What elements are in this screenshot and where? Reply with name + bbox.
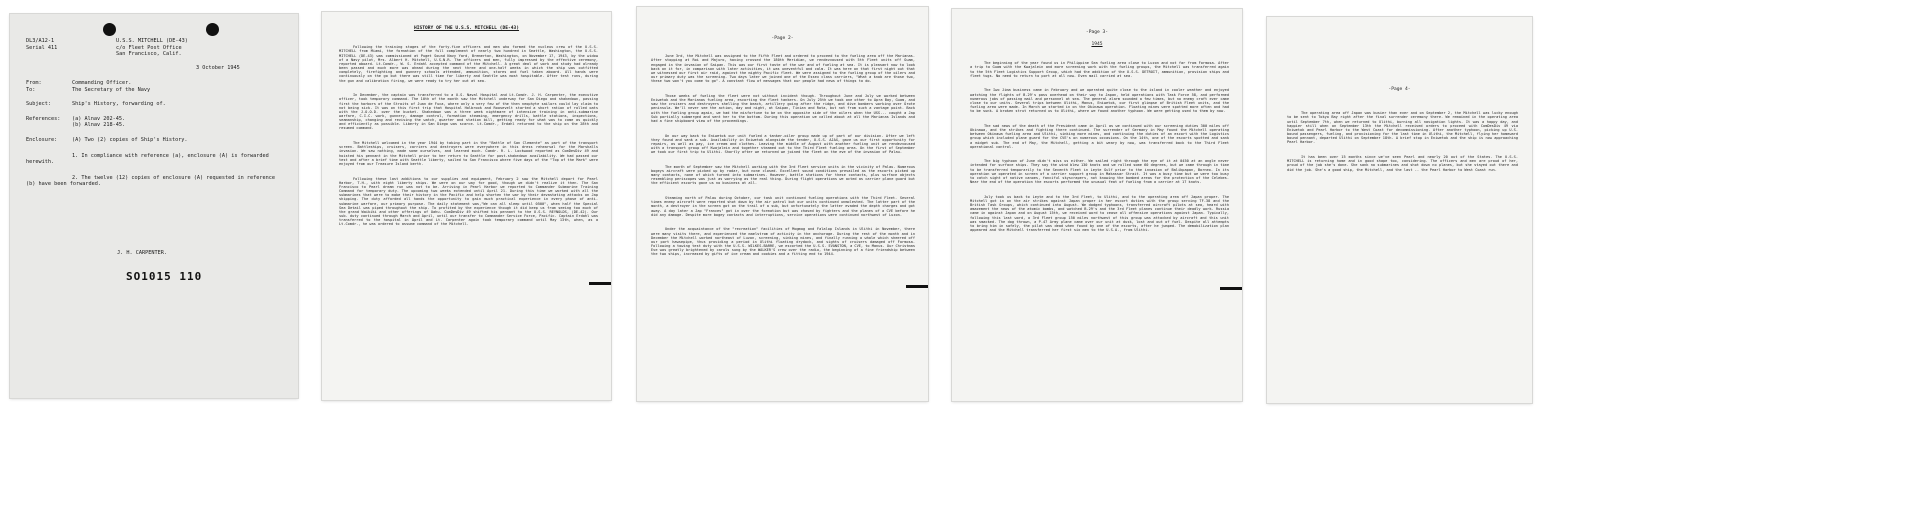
references-row	[26, 116, 282, 129]
letter-fields	[26, 80, 282, 188]
document-page-4	[952, 9, 1242, 401]
references-label: References:	[26, 115, 61, 122]
ship-name: U.S.S. MITCHELL (DE-43)	[116, 38, 188, 44]
page-number: -Page 4-	[1388, 87, 1411, 92]
binder-tab-mark	[906, 285, 928, 288]
reference-b: (b) Alnav 218-45.	[72, 122, 126, 129]
letter-paragraph-1: 1. In compliance with reference (a), enclosure (A) is forwarded herewith.	[26, 152, 269, 166]
history-paragraph: Steaming north of Palau during October, our task unit continued fueling operations with the Third Fleet. Several times enemy aircraft were reported shot down by the air patrol but our units continued unmolested. The latter part of the month, a destroyer in the screen got on the trail of a sub, but unfortunately the latter evaded the depth charges and got away. A day later a Jap "Frances" got in over the formation but was chased by fighters and the planes of a CVE before he did any damage. Despite more bogey contacts and interruptions, service operations were continued northwest of Luzon.	[651, 196, 918, 217]
punch-hole-left	[103, 23, 116, 36]
reference-right	[116, 38, 188, 58]
city: San Francisco, Calif.	[116, 51, 182, 58]
history-body	[339, 37, 601, 237]
history-paragraph: The big typhoon of June didn't miss us either. We sailed right through the eye of it at 0450 at an angle never intended for surface ships. They say the wind blew 130 knots and we rolled some 60 degrees, but we came through in time to be transferred temporarily to the Seventh Fleet in Leyte Gulf prior to the invasion of Balikpapan, Borneo. In its operation we operated in screen of a carrier support group in Makassar Strait. It was a busy time but we were too busy to catch sight of native canoes, fanciful skyscrapers, not knowing the bombed areas for the protection of the Celebes. Near the end of the operation the escorts performed the unusual feat of fueling from a carrier at 17 knots.	[970, 159, 1232, 185]
history-paragraph: The Mitchell welcomed in the year 1944 by taking part in the "Battle of San Clemente" as part of the transport screen. Battleships, cruisers, carriers and destroyers were everywhere in this dress rehearsal for the Marshalls invasion. We saw nothing, made some ourselves, and learned much. Comdr. R. L. Lockwood reported as ComDesDiv 49 and hoisted his pennant in the Mitchell prior to her return to Seattle for post-shakedown availability. We had passed our test and after a brief time with Seattle liberty, sailed to San Francisco where five days of the "Top of the Mark" were enjoyed from our Treasure Island berth.	[339, 141, 601, 166]
history-paragraph: June 3rd, the Mitchell was assigned to the Fifth Fleet and ordered to proceed to the fueling area off the Marianas. After stopping at Roi and Majuro, having crossed the 180th Meridian, we rendezvoused with 5th Fleet units off Guam, engaged in the invasion of Saipan. This was our first taste of the war and of fueling at sea. It is pleasant now to look back on it for, in comparison with later activities, it was uneventful and calm. It was here on that first night out that we witnessed our first air raid, against the mighty Pacific fleet. We were assigned to the fueling group of the oilers and our primary duty was the screening. Two days later we joined one of the Essex class carriers, "What a knob are those two, these two won't you come to go". A constant flow of messages that our people had news of things to do.	[651, 54, 918, 84]
document-stamp: SO1015 110	[126, 270, 203, 283]
history-paragraph: Those weeks of fueling the fleet were not without incident though. Throughout June and July we worked between Eniwetok and the Marianas fueling area, escorting the fleet tankers. On July 25th we took one other to Apra Bay, Guam, and saw the cruisers and destroyers shelling the beach, artillery going after the ridge, and dive bombers working over Orote peninsula. We'll never see the action, day and night, at Saipan, Tinian and Rota, but not from such a vantage point. Back with the fueling group again, we had the misfortune to be on the opposite side of the oilers when the USS... caught a Jap Sub partially submerged and sent her to the bottom. During this operation we called about at all the Marianas Islands and had a fine shipboard view of the proceedings.	[651, 93, 918, 123]
subject-row	[26, 101, 282, 108]
history-paragraph: It has been over 15 months since we've seen Pearl and nearly 20 out of the States. The U.S.S. MITCHELL is returning home and in good shape too, considering. The officers and men are proud of her, proud of the job she's done. She sank no submarines and shot down no planes, but she stayed out there and did the job. She's a good ship, the Mitchell, and the last -- the Pearl Harbor to West Coast run.	[1287, 155, 1521, 172]
history-paragraph: July took us back to Leyte and to the 3rd Fleet, to Ulithi, and to the operating area off Japan proper. The Mitchell got in on the air strikes against Japan proper in her escort duties with the group serving TF-38 and the British Task Groups, which continued into August. We dodged typhoons, transferred aircraft pilots at sea, heard with amazement the news of the atomic bombs, and watched B-29's and the 3rd Fleet planes continue their deadly work. Russia came in against Japan and on August 15th, we received word to cease all offensive operations against Japan. Typically, following this last word, a 3rd Fleet group 150 miles northwest of this group was attacked by aircraft and this unit was smacked. The dog thrown, a P-47 Army plane came over our unit at dusk, lost and out of fuel. Despite all attempts to bring him in safely, the pilot was dead when found by one of the escorts, after he jumped. The demobilization plan appeared and the Mitchell transferred her first six men to the U.S.A., from Ulithi.	[970, 194, 1232, 232]
document-page-1	[10, 14, 298, 398]
reference-left	[26, 38, 57, 51]
letter-date: 3 October 1945	[196, 65, 240, 71]
binder-tab-mark	[1220, 287, 1242, 290]
page-number: -Page 3-	[1085, 30, 1109, 35]
letter-paragraph-2: 2. The twelve (12) copies of enclosure (A) requested in reference (b) have been forwarded.	[26, 174, 276, 188]
reference-a: (a) Alnav 202-45.	[72, 115, 126, 122]
history-paragraph: On our way back to Eniwetok our unit fueled a tanker-oiler group made up of part of our division. After we left they found and sank a sub. Availability in Eniwetok alongside the tender, U.S.S. AJAX, gave us our first opportunity for repairs, as well as pay, ice cream and clothes. Leaving the middle of August with another fueling unit we rendezvoused with a transport group off Kwajalein and together steamed out to the Third Fleet fueling area. On the first of September we took our first trip to Ulithi. Shortly after we returned we joined the fleet on the eve of the invasion of Palau.	[651, 133, 918, 155]
punch-hole-right	[206, 23, 219, 36]
signature: J. H. CARPENTER.	[117, 250, 167, 256]
history-paragraph: The Iwo Jima business came in February and we operated quite close to the island in cooler weather and enjoyed watching the flights of B-29's pass overhead on their way to Japan, held operations with Task Force 58, and performed numerous jobs of passing mail and personnel at sea. The general alarm sounded a few times, but no enemy craft ever came close to our units. Several trips between Ulithi, Manus, Eniwetok, our first glimpse of British Fleet units, and the fueling area were made. In March we started in on the Okinawa operation. Floating mines were spotted more often and had to be sunk. A broken strut returned us to Ulithi, where we found another typhoon. We were getting used to them by now.	[970, 88, 1232, 114]
history-paragraph: Following the training stages of the forty-five officers and men who formed the nucleus crew of the U.S.S. MITCHELL from Miami, the formation of the full complement of nearly two hundred in Seattle, Washington, the U.S.S. MITCHELL (DE-43) was commissioned at Puget Sound Navy Yard, Bremerton, Washington, on November 17, 1943, by the widow of a Navy pilot, Mrs. Albert H. Mitchell, U.S.N.R. The officers and men, fully impressed by the effective ceremony, reported aboard. Lt.Comdr., W. S. Erdahl accepted command of the Mitchell. A great deal of work and study had already been passed and much more was ahead during the next three and one-half weeks in which the ship was outfitted completely, firefighting and gunnery schools attended, ammunition, stores and fuel taken aboard. All hands were continuously on the go but there was still time for liberty and Seattle was most hospitable. After test runs, during the gun and calibration firing, we were ready to try her out at sea.	[339, 45, 601, 83]
file-code: DL3/A12-1	[26, 38, 55, 44]
from-row	[26, 80, 282, 87]
history-body	[651, 46, 918, 267]
page-number: -Page 2-	[771, 36, 794, 41]
enclosure-value: (A) Two (2) copies of Ship's History.	[72, 136, 188, 143]
post-office: c/o Fleet Post Office	[116, 44, 182, 51]
history-paragraph: The beginning of the year found us in Philippine Sea fueling area close to Luzon and not far from Formosa. After a trip to Guam with the Kwajalein and more screening work with the fueling groups, the Mitchell was transferred again to the 5th Fleet Logistics Support Group, which had the addition of the U.S.S. DETROIT, ammunition, provision ships and fleet tugs. No need to return to port at all now. Even mail carried at sea.	[970, 61, 1232, 78]
history-paragraph: Under the acquaintance of the "recreation" facilities of Mogmog and Falalop Islands in Ulithi in November, there were many visits there, and experienced the maelstrom of activity in the anchorage. During the rest of the month and in December the Mitchell worked northeast of Luzon, screening, sinking mines, and finally running a whale which sheered off our port hawsepipe, thus providing a period in Ulithi floating drydock, and sights of cruisers damaged off Formosa. Following a towing test duty with the U.S.S. WILKES-BARRE, we escorted the U.S.S. EVANSTON, a CVE, to Manus. Our Christmas Eve was greatly brightened by carols sung by the WALKER'S crew over the radio, the beginning of a fine friendship between the two ships, increased by gifts of ice cream and cookies and a fitting end to 1944.	[651, 227, 918, 257]
to-row	[26, 87, 282, 94]
history-paragraph: The operating area off Japan was busier than ever and on September 2, the Mitchell was lucky enough to be sent to Tokyo Bay right after the final surrender ceremony there. We remained in the operating area until September 7th, when we returned to Ulithi, burning all navigation lights. It was a happy day, and happier still when on September 13th the Mitchell received orders to proceed with ComDesDiv 49 via Eniwetok and Pearl Harbor to the West Coast for decommissioning. After another typhoon, picking up U.S. bound passengers, fueling, and provisioning for the last time in Ulithi, the Mitchell, flying her homeward bound pennant, departed Ulithi on September 18th. A brief stop in Eniwetok and the ship is now approaching Pearl Harbor.	[1287, 111, 1521, 145]
enclosure-label: Enclosure:	[26, 136, 58, 143]
subject-label: Subject:	[26, 101, 51, 108]
to-value: The Secretary of the Navy	[72, 86, 151, 93]
document-page-3	[637, 7, 928, 401]
from-value: Commanding Officer.	[72, 80, 132, 86]
history-paragraph: In December, the captain was transferred to a U.S. Naval Hospital and Lt.Comdr. J. H. Carpenter, the executive officer, took temporary command. The 10th of the month saw the Mitchell underway for San Diego and shakedown, passing first the harbors of the Straits of Juan de Fuca, where only a very few of the then neophyte sailors could lay claim to not being sick. It was on this first trip that Hospital Holbrook and Roosevelt started a short ration of rolled oats with the J.O.O.D. over the bucket. Shakedown was a three week nightmare of intensive training in anti-submarine warfare, C.I.C. work, gunnery, damage control, formation steaming, emergency drills, battle stations, inspections, seamanship, changing and revising the watch, quarter and station bill, getting ready for what was to come as quickly and efficiently as possible. Liberty in San Diego was scarce. Lt.Comdr., Erdahl returned to the ship on the 28th and resumed command.	[339, 93, 601, 131]
history-paragraph: Following these last additions to our supplies and equipment, February 2 saw the Mitchell depart for Pearl Harbor, T.H., with eight liberty ships. We were on our way for good, though we didn't realize it then. The San Francisco to Pearl dream run was not to be. Arriving in Pearl Harbor we reported to Commander Submarine Training Command for temporary duty. The upcoming two weeks extended until April 21. During this time we worked with all the submarines that were to make their history in the Pacific and help shorten the war by their devastating attacks on Jap shipping. The duty afforded all hands the opportunity to gain much practical experience in every phase of anti-submarine warfare, our primary purpose. The daily statement was,"We can all sleep until 0500", when half the Special Sea Detail was piped throughout the ship. To profited by the experience though it did keep us from seeing too much of the grand Waikiki and other offerings of Oahu. ComDesDiv 49 shifted his pennant to the U.S.S. REYNOLDS, (DE-42). Our sub. duty continued through March and April, until our transfer to Commander Service Force, Pacific. Captain Erdahl was transferred to the hospital in April and Lt. Carpenter again took temporary command until May 13th, when, as a Lt.Comdr., he was ordered to assume command of the Mitchell.	[339, 176, 601, 227]
serial-number: Serial 411	[26, 44, 58, 51]
binder-tab-mark	[589, 282, 611, 285]
from-label: From:	[26, 80, 42, 86]
history-paragraph: The sad news of the death of the President came in April as we continued with our screening duties 300 miles off Okinawa, and the strikes and fighting there continued. The surrender of Germany in May found the Mitchell operating between Okinawa fueling area and Ulithi, sinking more mines, and continuing the duties of an escort with the Logistics group which included plane guard for the CVE's on numerous occasions. On the 14th, one of the escorts spotted and sank a midget sub. The end of May, the Mitchell, getting a bit weary by now, was transferred back to the Third Fleet operational control.	[970, 123, 1232, 149]
history-paragraph: The month of September saw the Mitchell working with the 3rd Fleet service units in the vicinity of Palau. Numerous bogeys aircraft were picked up by radar, but none closed. Excellent sound conditions prevailed as the escorts picked up many contacts, none of which turned into submarines. However, battle stations for these contacts, plus surface objects resembling periscopes was just as worrying as the real thing. During flight operations we acted as carrier plane guard but the efficient escorts gave us no business at all.	[651, 164, 918, 186]
history-body	[970, 53, 1232, 243]
document-page-2	[322, 12, 611, 400]
to-label: To:	[26, 86, 36, 93]
history-body	[1287, 103, 1521, 182]
year-heading: 1945	[1091, 42, 1103, 47]
enclosure-row	[26, 137, 282, 144]
document-page-5	[1267, 17, 1532, 403]
history-title: HISTORY OF THE U.S.S. MITCHELL (DE-43)	[413, 26, 520, 31]
subject-value: Ship's History, forwarding of.	[72, 101, 166, 108]
